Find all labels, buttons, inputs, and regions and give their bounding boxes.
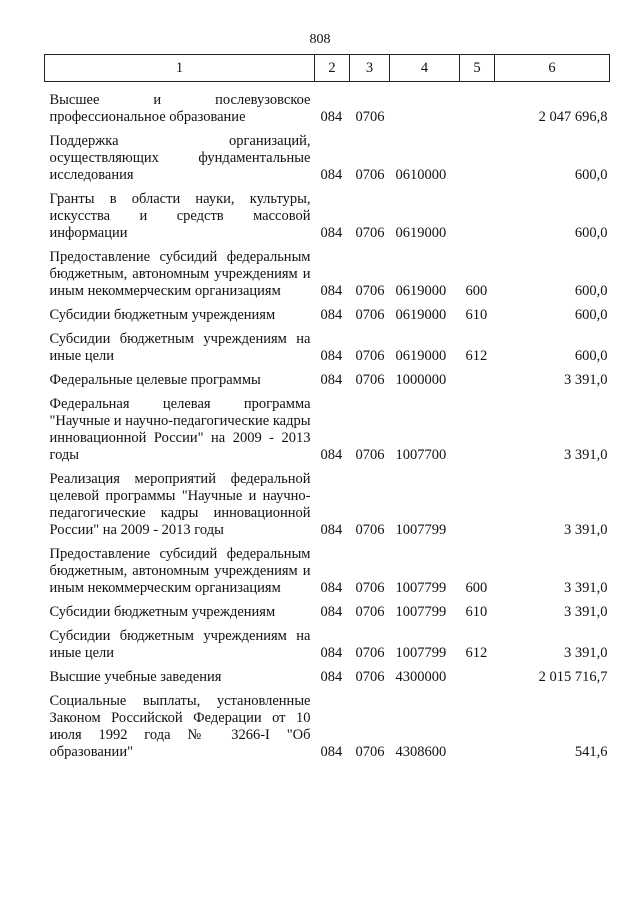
column-header: 5: [460, 55, 495, 82]
spacer-cell: [45, 662, 610, 669]
cell-amount: 3 391,0: [564, 522, 608, 538]
cell-col-4: 0619000: [395, 225, 447, 241]
column-header: 2: [315, 55, 350, 82]
spacer-cell: [45, 539, 610, 546]
row-spacer: [45, 597, 610, 604]
cell-col-4: 0619000: [395, 307, 447, 323]
row-name: Субсидии бюджетным учреждениям: [49, 604, 276, 620]
row-name: Высшие учебные заведения: [49, 669, 222, 685]
cell-amount: 600,0: [574, 307, 608, 323]
cell-col-2: 084: [320, 604, 343, 620]
cell-col-4: 1007700: [395, 447, 447, 463]
cell-col-3: 0706: [355, 580, 385, 596]
cell-col-3: 0706: [355, 669, 385, 685]
cell-amount: 600,0: [574, 283, 608, 299]
row-spacer: [45, 184, 610, 191]
cell-col-4: 1007799: [395, 580, 447, 596]
cell-col-5: [460, 92, 495, 126]
cell-amount: 541,6: [574, 744, 608, 760]
cell-col-3: 0706: [355, 604, 385, 620]
spacer-cell: [45, 464, 610, 471]
cell-col-2: 084: [320, 669, 343, 685]
cell-amount: 2 015 716,7: [538, 669, 608, 685]
cell-amount: 3 391,0: [564, 372, 608, 388]
row-spacer: [45, 324, 610, 331]
cell-col-4: 1000000: [395, 372, 447, 388]
cell-col-2: 084: [320, 348, 343, 364]
cell-col-3: 0706: [355, 109, 385, 125]
cell-col-3: 0706: [355, 645, 385, 661]
cell-amount: 600,0: [574, 348, 608, 364]
cell-col-2: 084: [320, 109, 343, 125]
cell-col-5: 600: [465, 580, 488, 596]
cell-col-5: 610: [465, 307, 488, 323]
cell-col-5: [460, 693, 495, 761]
row-spacer: [45, 126, 610, 133]
cell-col-3: 0706: [355, 522, 385, 538]
table-row: [45, 92, 610, 126]
cell-col-5: 600: [465, 283, 488, 299]
cell-col-4: 0610000: [395, 167, 447, 183]
row-name: Федеральные целевые программы: [49, 372, 261, 388]
table-row: [45, 191, 610, 242]
cell-col-5: [460, 396, 495, 464]
cell-amount: 3 391,0: [564, 447, 608, 463]
cell-col-2: 084: [320, 167, 343, 183]
table-row: [45, 331, 610, 365]
cell-col-4: 1007799: [395, 645, 447, 661]
row-name: Предоставление субсидий федеральным бюджетным, автономным учреждениям и иным некоммерческим организациям: [49, 249, 311, 299]
spacer-cell: [45, 242, 610, 249]
cell-col-2: 084: [320, 283, 343, 299]
table-row: [45, 604, 610, 621]
spacer-cell: [45, 184, 610, 191]
row-name: Предоставление субсидий федеральным бюджетным, автономным учреждениям и иным некоммерческим организациям: [49, 546, 311, 596]
cell-col-5: [460, 133, 495, 184]
cell-col-2: 084: [320, 522, 343, 538]
cell-col-3: 0706: [355, 372, 385, 388]
cell-amount: 600,0: [574, 225, 608, 241]
cell-col-2: 084: [320, 645, 343, 661]
spacer-cell: [45, 389, 610, 396]
cell-col-2: 084: [320, 744, 343, 760]
table-row: [45, 372, 610, 389]
spacer-cell: [45, 365, 610, 372]
cell-col-4: 4308600: [395, 744, 447, 760]
row-spacer: [45, 662, 610, 669]
cell-amount: 3 391,0: [564, 604, 608, 620]
spacer-cell: [45, 82, 610, 93]
row-name: Реализация мероприятий федеральной целевой программы "Научные и научно-педагогические кадры инновационной России" на 2009 - 2013 годы: [49, 471, 311, 538]
row-spacer: [45, 365, 610, 372]
cell-col-3: 0706: [355, 348, 385, 364]
cell-col-4: 0619000: [395, 348, 447, 364]
row-spacer: [45, 686, 610, 693]
row-spacer: [45, 242, 610, 249]
row-spacer: [45, 621, 610, 628]
row-name: Поддержка организаций, осуществляющих фундаментальные исследования: [49, 133, 311, 183]
row-spacer: [45, 539, 610, 546]
cell-amount: 2 047 696,8: [538, 109, 608, 125]
cell-col-2: 084: [320, 447, 343, 463]
budget-table: [44, 54, 610, 761]
row-spacer: [45, 464, 610, 471]
spacer-cell: [45, 686, 610, 693]
cell-col-2: 084: [320, 372, 343, 388]
table-row: [45, 693, 610, 761]
table-row: [45, 628, 610, 662]
row-name: Субсидии бюджетным учреждениям на иные цели: [49, 331, 311, 364]
column-header: 1: [45, 55, 315, 82]
row-name: Субсидии бюджетным учреждениям на иные цели: [49, 628, 311, 661]
row-name: Гранты в области науки, культуры, искусства и средств массовой информации: [49, 191, 311, 241]
cell-col-3: 0706: [355, 744, 385, 760]
table-body: [45, 82, 610, 762]
spacer-cell: [45, 324, 610, 331]
row-name: Высшее и послевузовское профессиональное образование: [49, 92, 311, 125]
cell-col-5: 610: [465, 604, 488, 620]
row-name: Социальные выплаты, установленные Законом Российской Федерации от 10 июля 1992 года № 3266-I "Об образовании": [49, 693, 311, 760]
table-row: [45, 133, 610, 184]
table-row: [45, 471, 610, 539]
spacer-cell: [45, 300, 610, 307]
cell-col-5: [460, 372, 495, 389]
spacer-cell: [45, 597, 610, 604]
cell-amount: 600,0: [574, 167, 608, 183]
cell-col-4: 1007799: [395, 604, 447, 620]
page-number: 808: [309, 32, 331, 47]
table-row: [45, 307, 610, 324]
cell-col-5: 612: [465, 645, 488, 661]
row-spacer: [45, 300, 610, 307]
cell-col-3: 0706: [355, 225, 385, 241]
row-name: Федеральная целевая программа "Научные и научно-педагогические кадры инновационной России" на 2009 - 2013 годы: [49, 396, 311, 463]
cell-col-5: [460, 471, 495, 539]
cell-col-5: [460, 191, 495, 242]
cell-col-3: 0706: [355, 447, 385, 463]
spacer-cell: [45, 126, 610, 133]
cell-amount: 3 391,0: [564, 580, 608, 596]
cell-col-2: 084: [320, 580, 343, 596]
spacer-cell: [45, 621, 610, 628]
row-spacer: [45, 82, 610, 93]
cell-col-3: 0706: [355, 167, 385, 183]
table-row: [45, 669, 610, 686]
cell-amount: 3 391,0: [564, 645, 608, 661]
cell-col-2: 084: [320, 225, 343, 241]
column-header: 6: [495, 55, 610, 82]
table-row: [45, 546, 610, 597]
cell-col-5: [460, 669, 495, 686]
table-row: [45, 249, 610, 300]
row-spacer: [45, 389, 610, 396]
cell-col-2: 084: [320, 307, 343, 323]
row-name: Субсидии бюджетным учреждениям: [49, 307, 276, 323]
cell-col-3: 0706: [355, 307, 385, 323]
cell-col-5: 612: [465, 348, 488, 364]
cell-col-3: 0706: [355, 283, 385, 299]
column-header-row: [45, 55, 610, 82]
cell-col-4: 4300000: [395, 669, 447, 685]
cell-col-4: 1007799: [395, 522, 447, 538]
cell-col-4: 0619000: [395, 283, 447, 299]
column-header: 3: [350, 55, 390, 82]
table-row: [45, 396, 610, 464]
cell-col-4: [390, 92, 460, 126]
column-header: 4: [390, 55, 460, 82]
